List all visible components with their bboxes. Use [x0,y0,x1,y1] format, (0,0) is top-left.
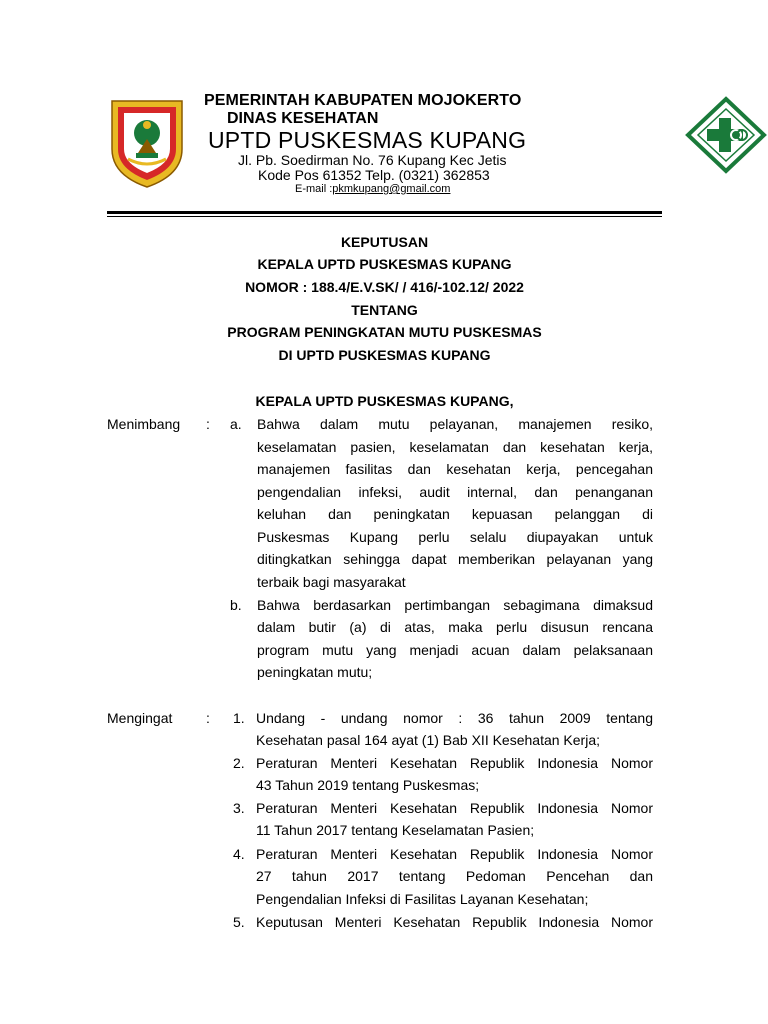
decree-about: TENTANG [351,302,418,318]
agency-name: DINAS KESEHATAN [227,110,379,127]
mengingat-5-marker: 5. [233,914,245,930]
decree-subject-2: DI UPTD PUSKESMAS KUPANG [278,347,491,363]
menimbang-b-line: program mutu yang menjadi acuan dalam pelaksanaan [257,642,653,658]
menimbang-b-line: dalam butir (a) di atas, maka perlu disusun rencana [257,619,653,635]
menimbang-label: Menimbang [107,416,181,432]
email-line [295,183,450,195]
decree-signatory: KEPALA UPTD PUSKESMAS KUPANG, [255,393,514,409]
address-line-2: Kode Pos 61352 Telp. (0321) 362853 [258,167,490,183]
mengingat-colon: : [206,710,210,726]
decree-issuer-title: KEPALA UPTD PUSKESMAS KUPANG [257,256,512,272]
government-name: PEMERINTAH KABUPATEN MOJOKERTO [204,92,522,109]
menimbang-a-line: pengendalian infeksi, audit internal, dan penanganan [257,484,653,500]
mengingat-1-line: Undang - undang nomor : 36 tahun 2009 tentang [256,710,653,726]
menimbang-b-marker: b. [230,597,242,613]
mengingat-3-line: 11 Tahun 2017 tentang Keselamatan Pasien; [256,822,535,838]
mengingat-4-line: Peraturan Menteri Kesehatan Republik Indonesia Nomor [256,846,653,862]
mengingat-4-line: Pengendalian Infeksi di Fasilitas Layanan Kesehatan; [256,891,589,907]
mengingat-3-line: Peraturan Menteri Kesehatan Republik Indonesia Nomor [256,800,653,816]
letterhead-divider-thick [107,211,662,214]
institution-name: UPTD PUSKESMAS KUPANG [208,127,527,153]
mengingat-5-line: Keputusan Menteri Kesehatan Republik Indonesia Nomor [256,914,653,930]
mengingat-1-line: Kesehatan pasal 164 ayat (1) Bab XII Kesehatan Kerja; [256,732,601,748]
menimbang-a-line: keluhan dan peningkatan kepuasan pelanggan di [257,506,653,522]
menimbang-a-line: Puskesmas Kupang perlu selalu diupayakan untuk [257,529,653,545]
email-label: E-mail : [295,183,333,195]
menimbang-a-line: manajemen fasilitas dan kesehatan kerja, pencegahan [257,461,653,477]
mengingat-1-marker: 1. [233,710,245,726]
letterhead-divider-thin [107,216,662,217]
menimbang-a-line: keselamatan pasien, keselamatan dan kesehatan kerja, [257,439,653,455]
mengingat-4-line: 27 tahun 2017 tentang Pedoman Pencehan dan [256,868,653,884]
menimbang-b-line: Bahwa berdasarkan pertimbangan sebagimana dimaksud [257,597,653,613]
menimbang-colon: : [206,416,210,432]
mengingat-label: Mengingat [107,710,173,726]
menimbang-a-marker: a. [230,416,242,432]
menimbang-b-line: peningkatan mutu; [257,664,373,680]
menimbang-a-line: Bahwa dalam mutu pelayanan, manajemen resiko, [257,416,653,432]
mengingat-2-marker: 2. [233,755,245,771]
puskesmas-logo [684,96,768,174]
mengingat-2-line: 43 Tahun 2019 tentang Puskesmas; [256,777,480,793]
email-link[interactable]: pkmkupang@gmail.com [332,183,451,195]
mengingat-3-marker: 3. [233,800,245,816]
menimbang-a-line: terbaik bagi masyarakat [257,574,406,590]
menimbang-a-line: ditingkatkan sehingga dapat memberikan pelayanan yang [257,551,653,567]
decree-subject-1: PROGRAM PENINGKATAN MUTU PUSKESMAS [227,324,542,340]
address-line-1: Jl. Pb. Soedirman No. 76 Kupang Kec Jetis [238,152,507,168]
mengingat-4-marker: 4. [233,846,245,862]
decree-number: NOMOR : 188.4/E.V.SK/ / 416/-102.12/ 2022 [245,279,524,295]
mengingat-2-line: Peraturan Menteri Kesehatan Republik Indonesia Nomor [256,755,653,771]
mojokerto-coat-of-arms-logo [106,97,188,189]
decree-heading: KEPUTUSAN [340,234,429,250]
